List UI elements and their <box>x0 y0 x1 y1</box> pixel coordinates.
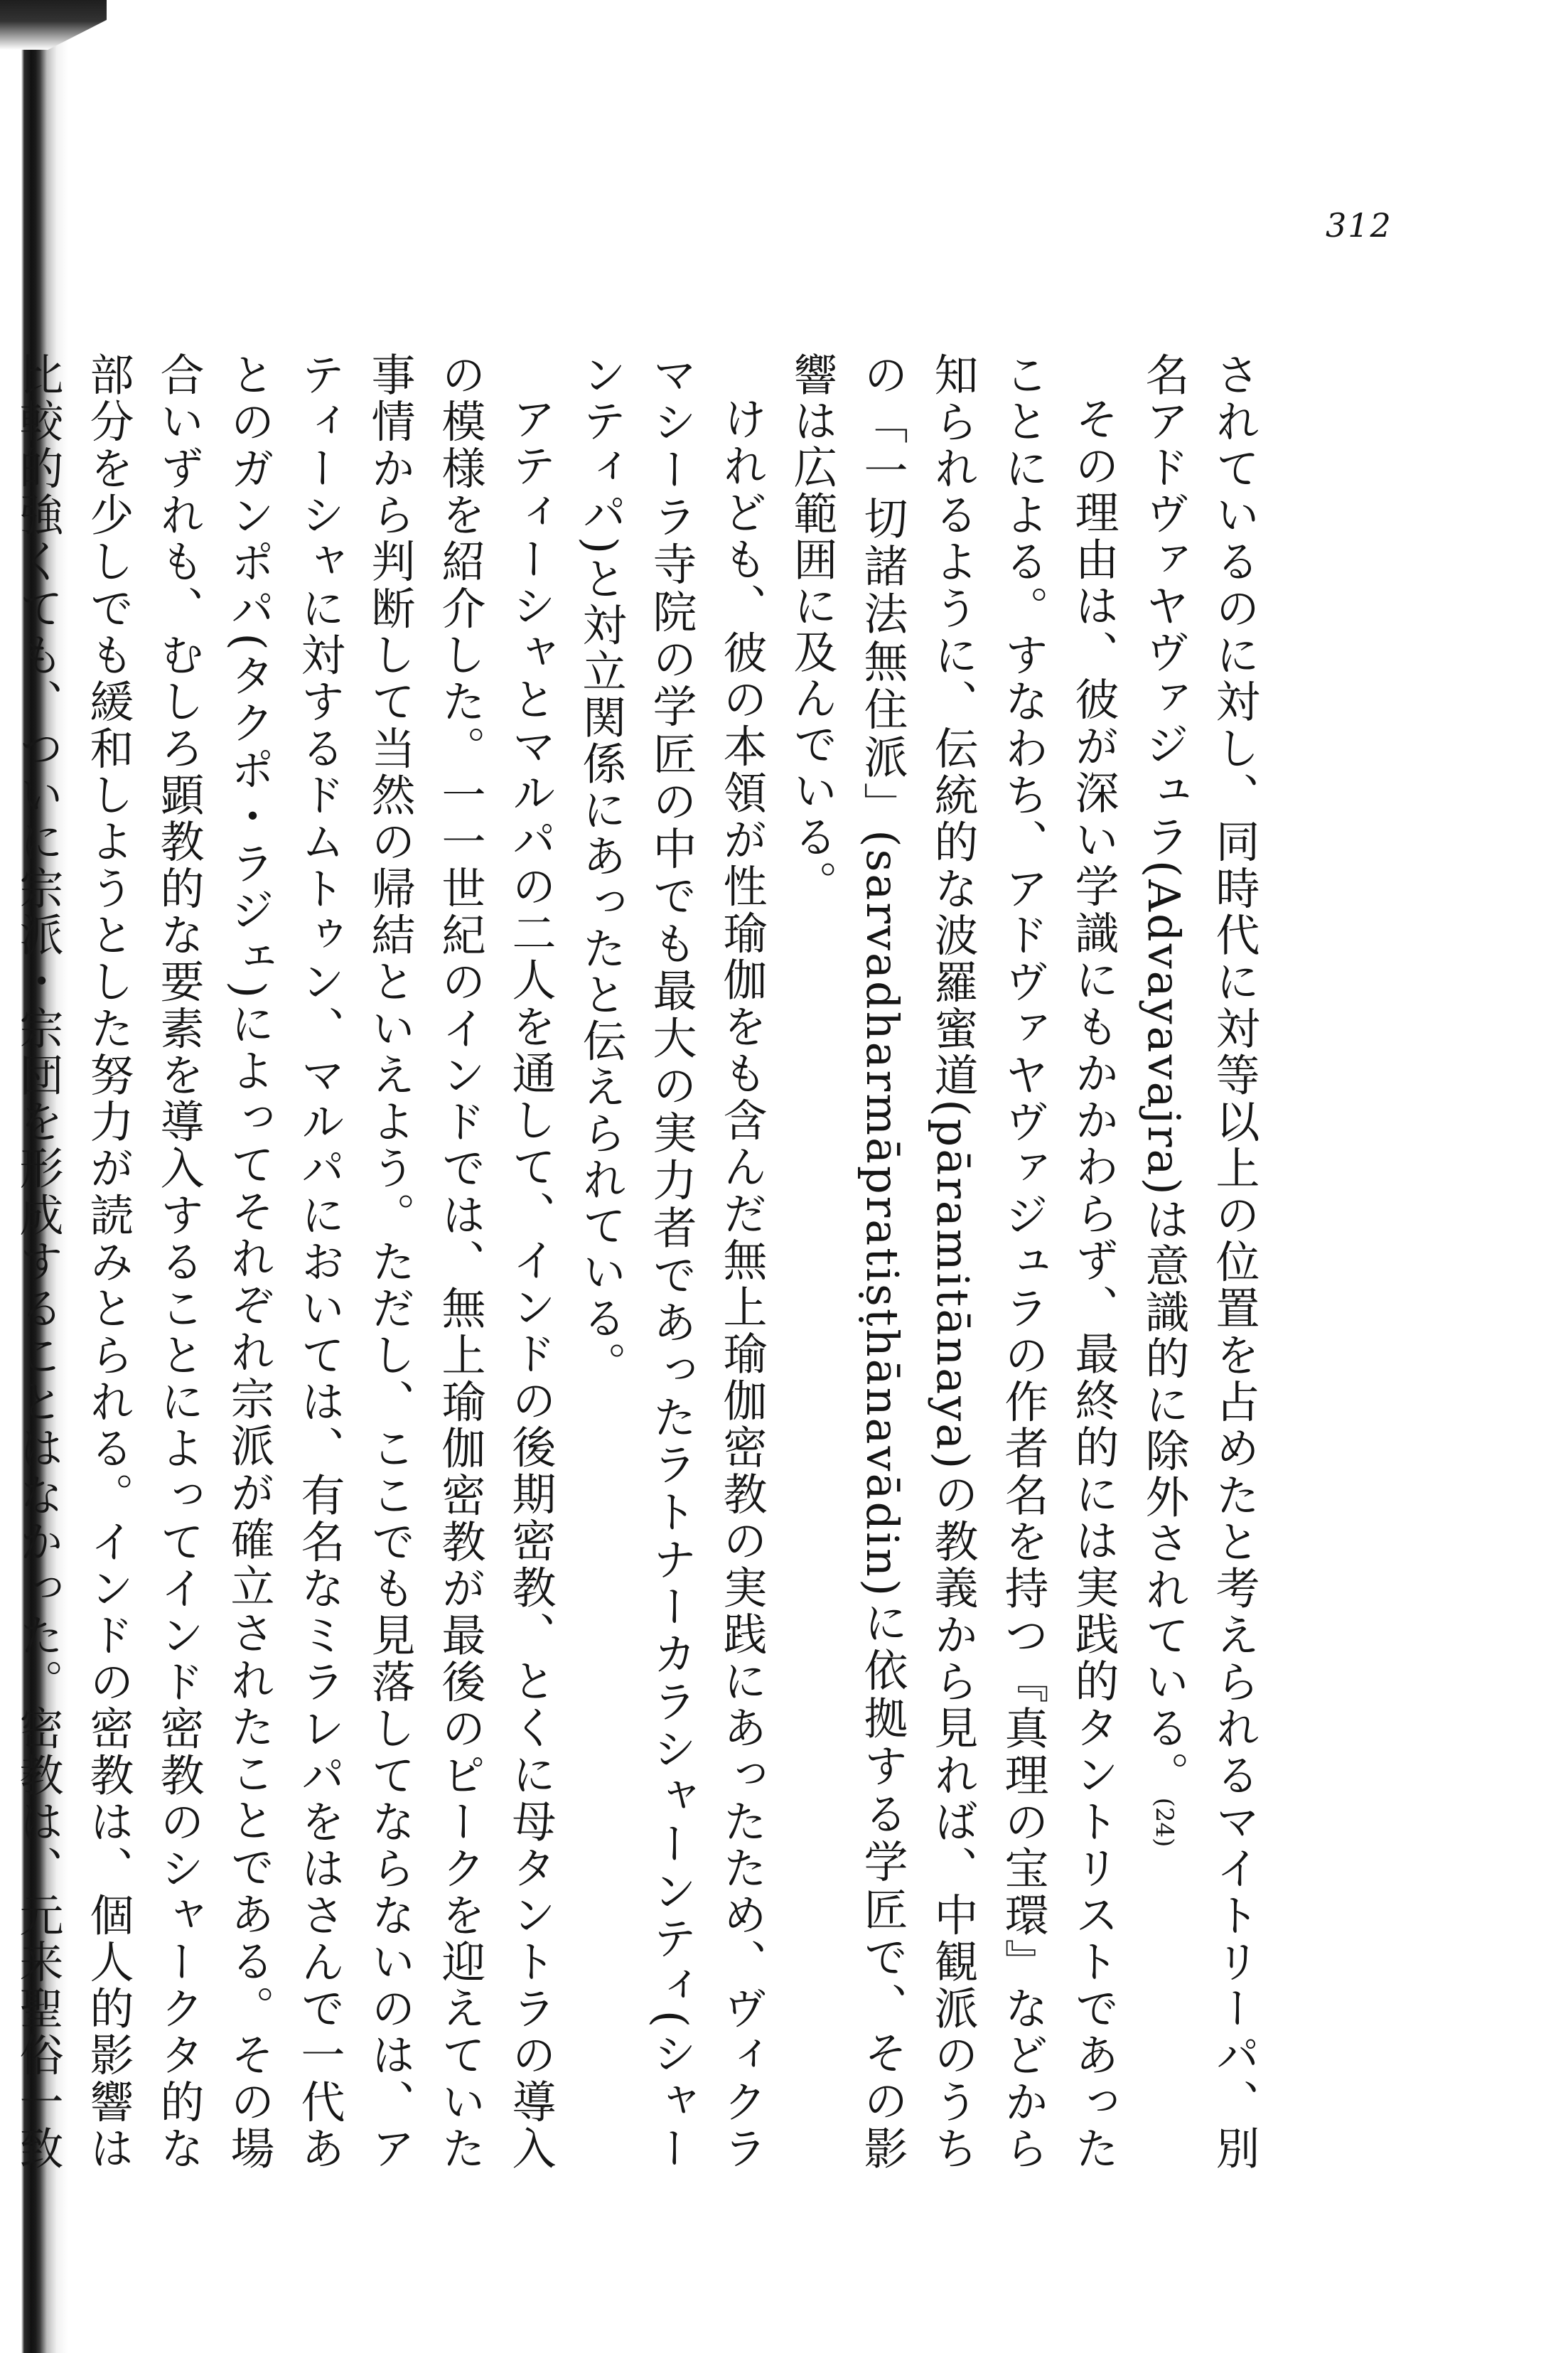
paragraph-3: けれども、彼の本領が性瑜伽をも含んだ無上瑜伽密教の実践にあったため、ヴィクラマシーラ寺院の学匠の中でも最大の実力者であったラトナーカラシャーンティ(シャーンティパ)と対立関係にあったと伝えられている。 <box>575 352 768 2172</box>
paragraph-4: アティーシャとマルパの二人を通して、インドの後期密教、とくに母タントラの導入の模様を紹介した。一一世紀のインドでは、無上瑜伽密教が最後のピークを迎えていた事情から判断して当然の帰結といえよう。ただし、ここでも見落してならないのは、アティーシャに対するドムトゥン、マルパにおいては、有名なミラレパをはさんで一代あとのガンポパ(タクポ・ラジェ)によってそれぞれ宗派が確立されたことである。その場合いずれも、むしろ顕教的な要素を導入することによってインド密教のシャークタ的な部分を少しでも緩和しようとした努力が読みとられる。インドの密教は、個人的影響は比較的強くても、ついに宗派・宗団を形成することはなかった。密教は、元来聖俗一致 <box>12 352 557 2172</box>
paragraph-2: その理由は、彼が深い学識にもかかわらず、最終的には実践的タントリストであったことによる。すなわち、アドヴァヤヴァジュラの作者名を持つ『真理の宝環』などから知られるように、伝統的な波羅蜜道(pāramitānaya)の教義から見れば、中観派のうちの「一切諸法無住派」(sarvadharmāpratiṣṭhānavādin)に依拠する学匠で、その影響は広範囲に及んでいる。 <box>786 352 1119 2172</box>
binding-corner-shadow <box>0 0 107 50</box>
vertical-text-block <box>12 352 1269 2172</box>
page-number: 312 <box>1326 206 1392 245</box>
paragraph-1 <box>1129 352 1269 2172</box>
footnote-marker-24: (24) <box>1150 1797 1178 1848</box>
paragraph-1-text: されているのに対し、同時代に対等以上の位置を占めたと考えられるマイトリーパ、別名アドヴァヤヴァジュラ(Advayavajra)は意識的に除外されている。 <box>1138 352 1260 2172</box>
